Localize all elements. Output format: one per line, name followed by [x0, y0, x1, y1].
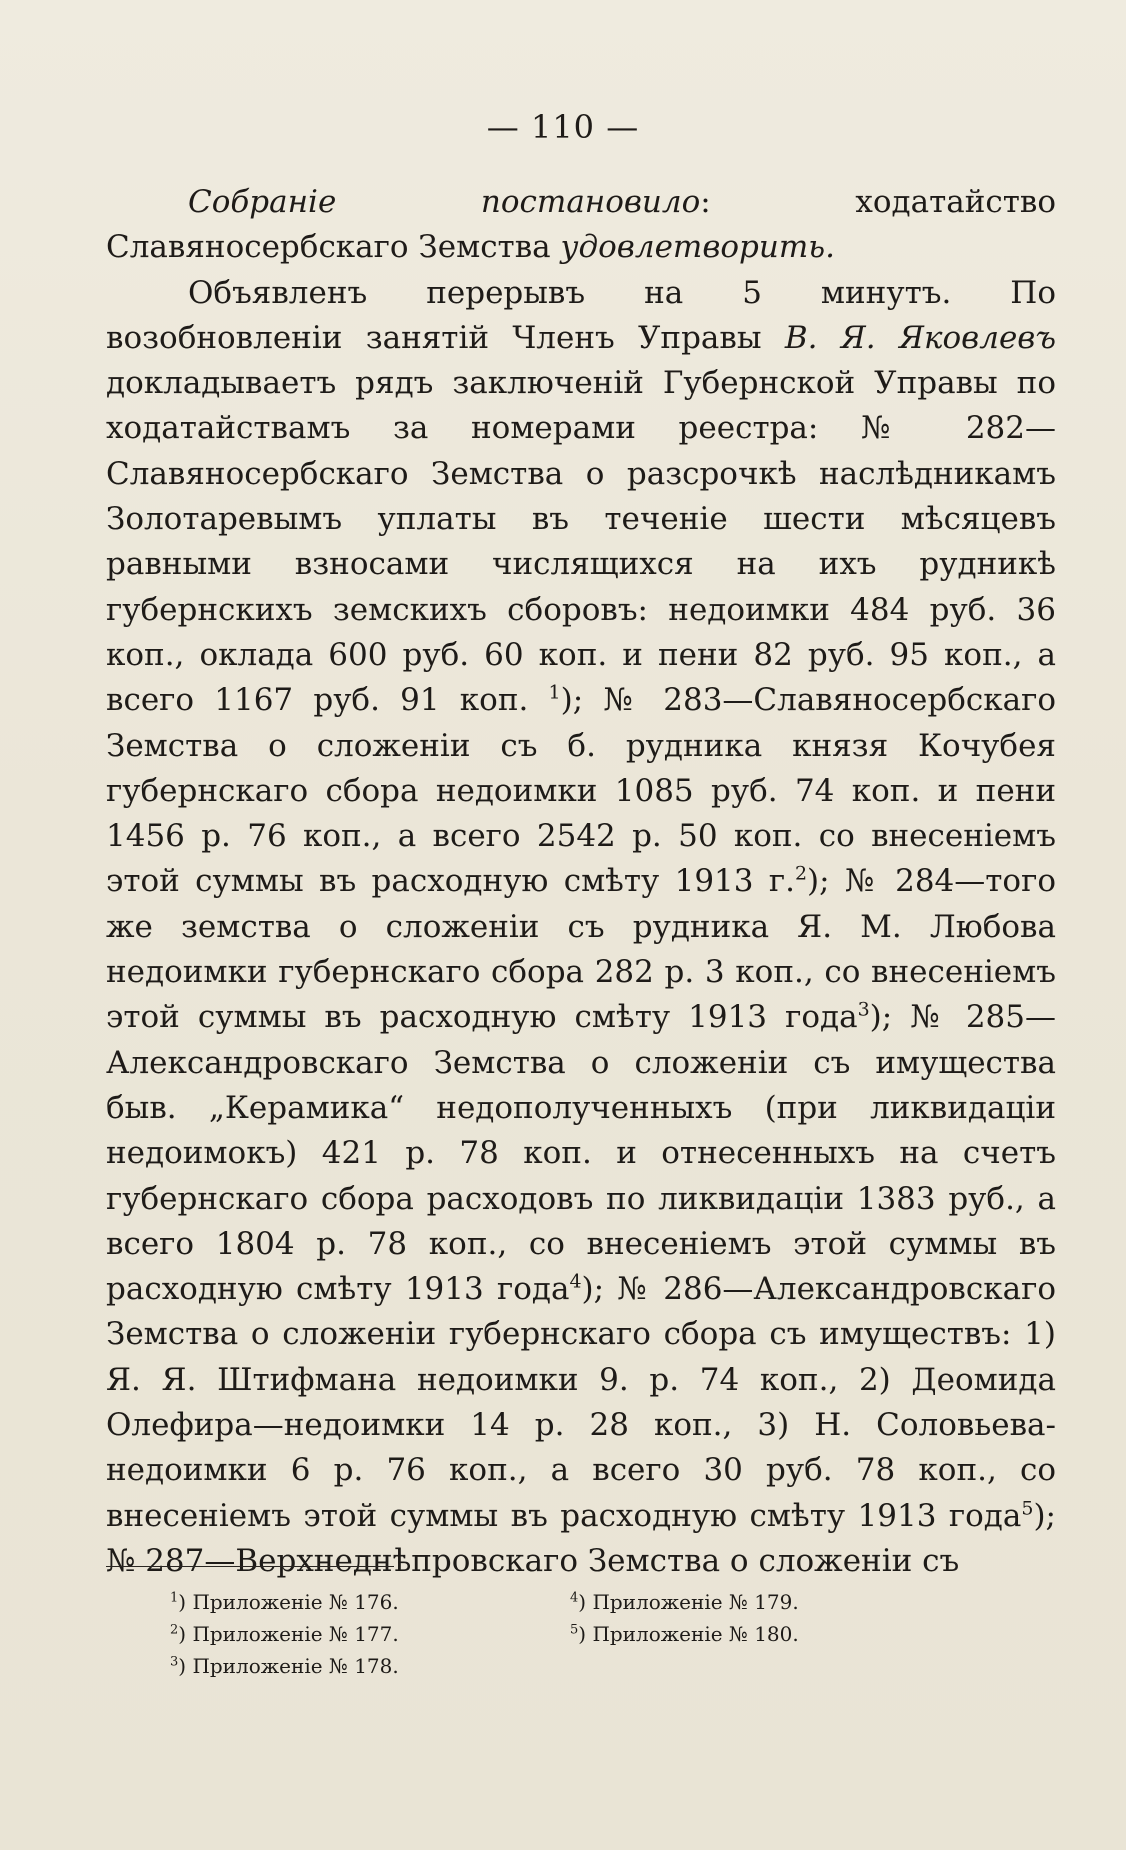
footnote-rule [106, 1566, 394, 1567]
report-text-3: ); № 283—Славяносербскаго Земства о сложеніи съ б. рудника князя Кочубея губернскаго сбора недоимки 1085 руб. 74 коп. и пени 1456 р. 76 коп., а всего 2542 р. 50 коп. со внесеніемъ этой суммы въ расходную смѣту 1913 г. [106, 682, 1056, 900]
footnote-4-text: ) Приложеніе № 179. [578, 1590, 799, 1614]
footnote-4 [570, 1586, 799, 1618]
footnote-ref-3: 3 [857, 999, 870, 1022]
footnote-1-number: 1 [170, 1590, 179, 1606]
report-text-2: докладываетъ рядъ заключеній Губернской Управы по ходатайствамъ за номерами реестра: № 282—Славяносербскаго Земства о разсрочкѣ наслѣдникамъ Золотаревымъ уплаты въ теченіе шести мѣсяцевъ равными взносами числящихся на ихъ рудникѣ губернскихъ земскихъ сборовъ: недоимки 484 руб. 36 коп., оклада 600 руб. 60 коп. и пени 82 руб. 95 коп., а всего 1167 руб. 91 коп. [106, 365, 1056, 719]
footnote-4-number: 4 [570, 1590, 579, 1606]
resolution-lead: Собраніе постановило [188, 184, 701, 220]
report-text-7: ); № 287—Верхнеднѣпровскаго Земства о сложеніи съ [106, 1497, 1056, 1579]
report-text-4: ); № 284—того же земства о сложеніи съ рудника Я. М. Любова недоимки губернскаго сбора 282 р. 3 коп., со внесеніемъ этой суммы въ расходную смѣту 1913 года [106, 863, 1056, 1036]
footnote-5-text: ) Приложеніе № 180. [578, 1622, 799, 1646]
page-number: — 110 — [486, 108, 640, 146]
footnote-3-number: 3 [170, 1654, 179, 1670]
body-text [106, 180, 1056, 1584]
resolution-verdict: удовлетворить. [560, 229, 835, 266]
footnote-2-number: 2 [170, 1622, 179, 1638]
footnote-3 [170, 1650, 399, 1682]
footnote-5 [570, 1618, 799, 1650]
footnotes-right [570, 1586, 799, 1650]
report-text-6: ); № 286—Александровскаго Земства о сложеніи губернскаго сбора съ имуществъ: 1) Я. Я. Штифмана недоимки 9. р. 74 коп., 2) Деомида Олефира—недоимки 14 р. 28 коп., 3) Н. Соловьева-недоимки 6 р. 76 коп., а всего 30 руб. 78 коп., со внесеніемъ этой суммы въ расходную смѣту 1913 года [106, 1271, 1056, 1534]
footnote-5-number: 5 [570, 1622, 579, 1638]
footnote-1 [170, 1586, 399, 1618]
footnote-2 [170, 1618, 399, 1650]
report-text-5: ); № 285—Александровскаго Земства о сложеніи съ имущества быв. „Керамика“ недополученныхъ (при ликвидаціи недоимокъ) 421 р. 78 коп. и отнесенныхъ на счетъ губернскаго сбора расходовъ по ликвидаціи 1383 руб., а всего 1804 р. 78 коп., со внесеніемъ этой суммы въ расходную смѣту 1913 года [106, 999, 1056, 1308]
paragraph-resolution [106, 180, 1056, 271]
footnote-3-text: ) Приложеніе № 178. [178, 1654, 399, 1678]
paragraph-report [106, 271, 1056, 1585]
footnote-2-text: ) Приложеніе № 177. [178, 1622, 399, 1646]
footnote-ref-5: 5 [1021, 1497, 1034, 1520]
report-text-1: Объявленъ перерывъ на 5 минутъ. По возобновленіи занятій Членъ Управы [106, 274, 1056, 356]
footnote-1-text: ) Приложеніе № 176. [178, 1590, 399, 1614]
footnotes-left [170, 1586, 399, 1682]
footnote-ref-2: 2 [794, 863, 808, 886]
resolution-text: : ходатайство Славяносербскаго Земства [106, 184, 1056, 266]
member-name: В. Я. Яковлевъ [784, 319, 1056, 356]
footnote-ref-1: 1 [548, 681, 561, 704]
footnote-ref-4: 4 [569, 1270, 582, 1293]
